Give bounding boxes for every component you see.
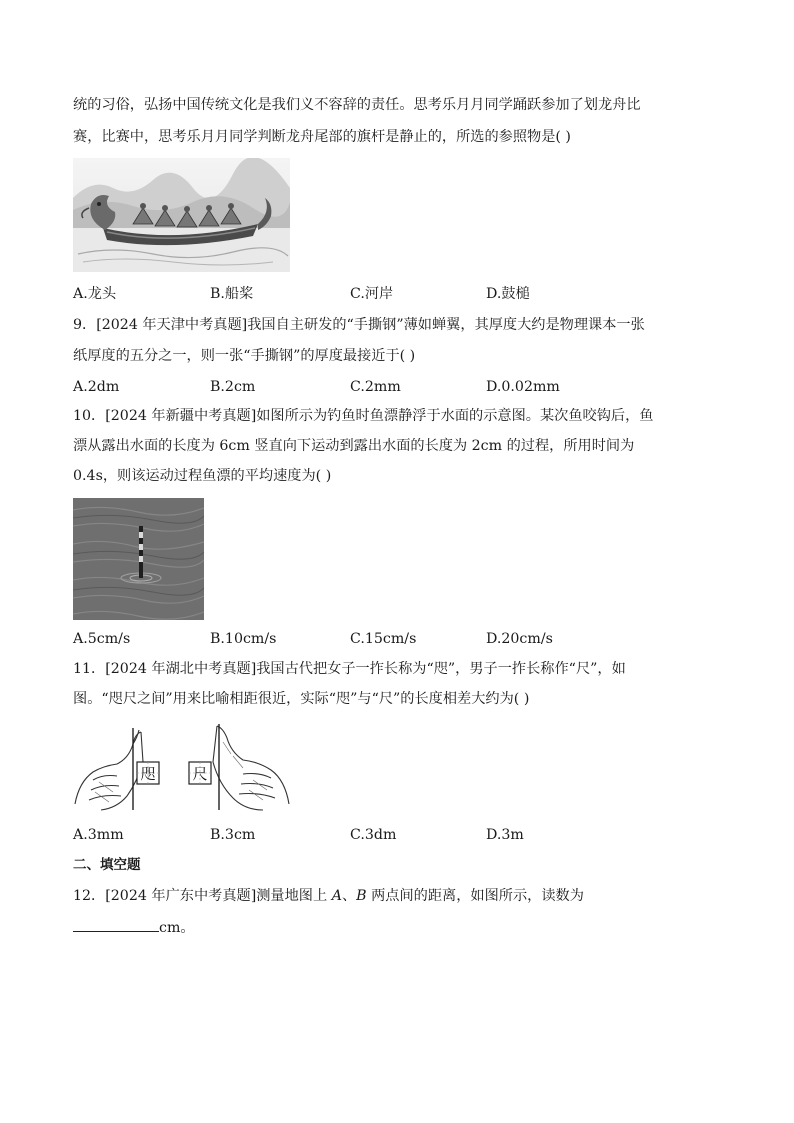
q8-line-2: 赛，比赛中，思考乐月月同学判断龙舟尾部的旗杆是静止的，所选的参照物是( ) — [73, 129, 571, 145]
q12-point-a: A — [331, 888, 342, 904]
q9-option-b[interactable]: B.2cm — [210, 379, 256, 395]
q11-line-2: 图。“咫尺之间”用来比喻相距很近，实际“咫”与“尺”的长度相差大约为( ) — [73, 691, 530, 707]
q8-option-c[interactable]: C.河岸 — [350, 286, 394, 302]
fig-char-zhi: 咫 — [140, 765, 156, 783]
q10-option-c[interactable]: C.15cm/s — [350, 631, 417, 647]
q12-point-b: B — [356, 888, 367, 904]
q10-option-b[interactable]: B.10cm/s — [210, 631, 277, 647]
q11-option-a[interactable]: A.3mm — [73, 827, 124, 843]
q10-line-3: 0.4s，则该运动过程鱼漂的平均速度为( ) — [73, 468, 332, 484]
section-fill-in-blank-title: 二、填空题 — [73, 857, 141, 873]
q8-options — [73, 284, 673, 304]
q12-line-2 — [73, 917, 195, 938]
q10-line-2: 漂从露出水面的长度为 6cm 竖直向下运动到露出水面的长度为 2cm 的过程，所用时间为 — [73, 438, 635, 454]
q9-option-c[interactable]: C.2mm — [350, 379, 401, 395]
q10-options — [73, 629, 673, 649]
q12-answer-blank[interactable] — [73, 917, 159, 932]
q11-line-1: 11．[2024 年湖北中考真题]我国古代把女子一拃长称为“咫”，男子一拃长称作“尺”，如 — [73, 661, 626, 677]
q8-option-a[interactable]: A.龙头 — [73, 286, 117, 302]
hand-span-figure — [73, 722, 291, 814]
q11-options — [73, 825, 673, 845]
q8-line-1: 统的习俗，弘扬中国传统文化是我们义不容辞的责任。思考乐月月同学踊跃参加了划龙舟比 — [73, 97, 641, 113]
q8-option-d[interactable]: D.鼓槌 — [486, 286, 530, 302]
q12-unit: cm。 — [159, 920, 195, 936]
q12-prefix: 12．[2024 年广东中考真题]测量地图上 — [73, 888, 332, 904]
q10-option-d[interactable]: D.20cm/s — [486, 631, 553, 647]
q9-option-d[interactable]: D.0.02mm — [486, 379, 560, 395]
q10-option-a[interactable]: A.5cm/s — [73, 631, 131, 647]
fig-char-chi: 尺 — [192, 765, 208, 783]
fishing-float-figure — [73, 498, 204, 620]
q8-option-b[interactable]: B.船桨 — [210, 286, 254, 302]
q10-line-1: 10．[2024 年新疆中考真题]如图所示为钓鱼时鱼漂静浮于水面的示意图。某次鱼咬钩后，鱼 — [73, 408, 654, 424]
q12-line-1 — [73, 886, 584, 906]
q12-suffix: 两点间的距离，如图所示，读数为 — [366, 888, 584, 904]
dragon-boat-figure — [73, 158, 290, 272]
q9-line-1: 9．[2024 年天津中考真题]我国自主研发的“手撕钢”薄如蝉翼，其厚度大约是物理课本一张 — [73, 317, 645, 333]
q12-sep: 、 — [341, 888, 357, 904]
q9-options — [73, 377, 673, 397]
q9-option-a[interactable]: A.2dm — [73, 379, 120, 395]
q9-line-2: 纸厚度的五分之一，则一张“手撕钢”的厚度最接近于( ) — [73, 348, 416, 364]
q11-option-b[interactable]: B.3cm — [210, 827, 256, 843]
q11-option-c[interactable]: C.3dm — [350, 827, 397, 843]
q11-option-d[interactable]: D.3m — [486, 827, 524, 843]
